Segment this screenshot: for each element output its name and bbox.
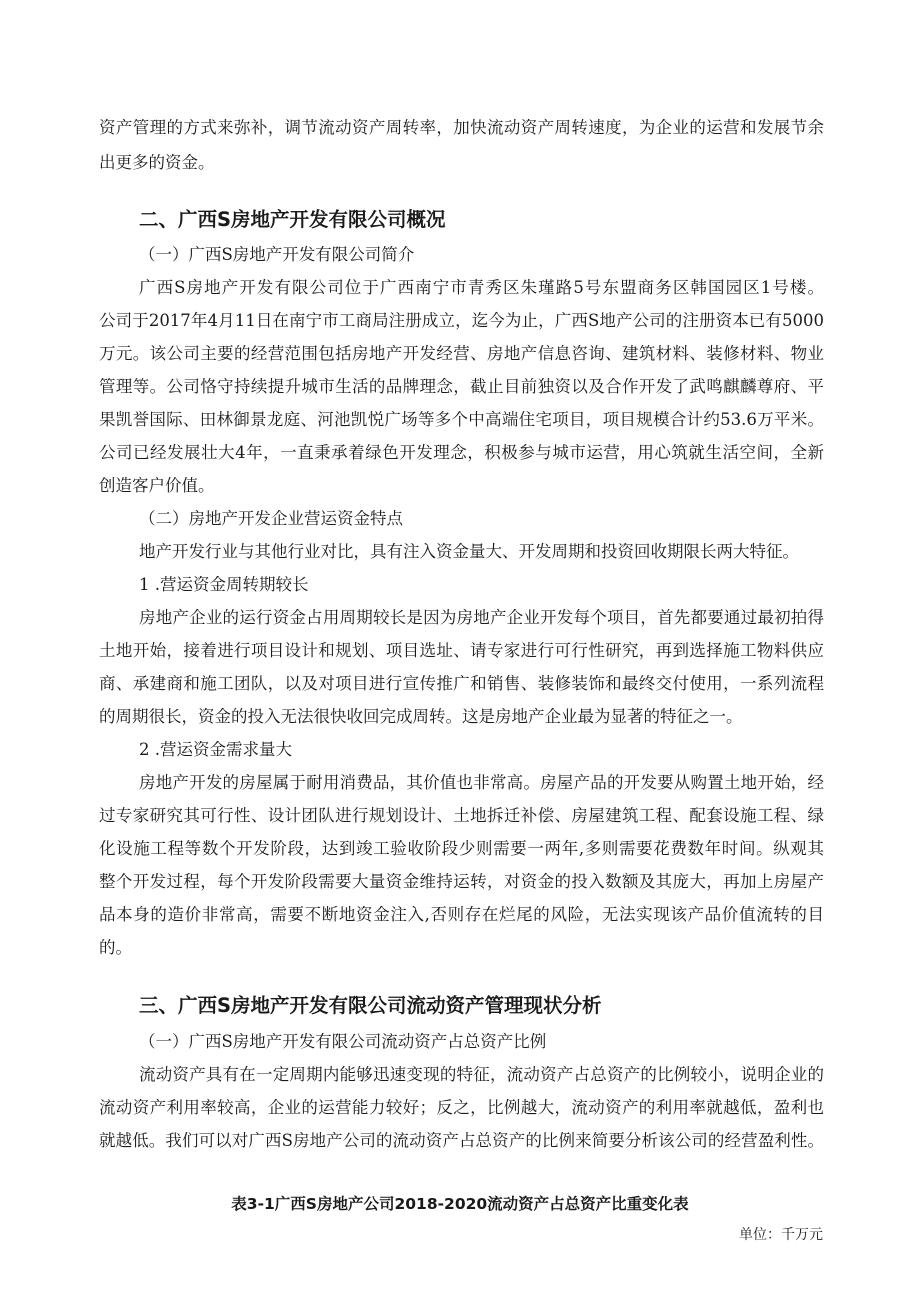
- paragraph-line: 公司已经发展壮大4年，一直秉承着绿色开发理念，积极参与城市运营，用心筑就生活空间，全新: [99, 443, 824, 462]
- paragraph-line: 房地产企业的运行资金占用周期较长是因为房地产企业开发每个项目，首先都要通过最初拍得: [139, 608, 824, 627]
- paragraph-line: 广西S房地产开发有限公司位于广西南宁市青秀区朱瑾路5号东盟商务区韩国园区1号楼。: [139, 278, 824, 297]
- point-heading: 2 .营运资金需求量大: [139, 740, 292, 759]
- paragraph-line: 化设施工程等数个开发阶段，达到竣工验收阶段少则需要一两年,多则需要花费数年时间。纵观其: [99, 839, 824, 858]
- paragraph-line: 万元。该公司主要的经营范围包括房地产开发经营、房地产信息咨询、建筑材料、装修材料、物业: [99, 344, 824, 363]
- section-heading: 二、广西S房地产开发有限公司概况: [139, 208, 446, 231]
- table-caption: 表3-1广西S房地产公司2018-2020流动资产占总资产比重变化表: [231, 1195, 689, 1213]
- paragraph-line: 地产开发行业与其他行业对比，具有注入资金量大、开发周期和投资回收期限长两大特征。: [139, 542, 799, 561]
- subsection-heading: （一）广西S房地产开发有限公司流动资产占总资产比例: [139, 1032, 547, 1051]
- paragraph-line: 土地开始，接着进行项目设计和规划、项目选址、请专家进行可行性研究，再到选择施工物料供应: [99, 641, 824, 660]
- paragraph-line: 出更多的资金。: [99, 153, 215, 172]
- paragraph-line: 创造客户价值。: [99, 476, 215, 495]
- paragraph-line: 资产管理的方式来弥补，调节流动资产周转率，加快流动资产周转速度，为企业的运营和发展节余: [99, 118, 824, 137]
- paragraph-line: 商、承建商和施工团队，以及对项目进行宣传推广和销售、装修装饰和最终交付使用，一系列流程: [99, 674, 824, 693]
- paragraph-line: 整个开发过程，每个开发阶段需要大量资金维持运转，对资金的投入数额及其庞大，再加上房屋产: [99, 872, 824, 891]
- paragraph-line: 果凯誉国际、田林御景龙庭、河池凯悦广场等多个中高端住宅项目，项目规模合计约53.6万平米。: [99, 410, 824, 429]
- paragraph-line: 的。: [99, 938, 132, 957]
- paragraph-line: 品本身的造价非常高，需要不断地资金注入,否则存在烂尾的风险，无法实现该产品价值流转的目: [99, 905, 824, 924]
- paragraph-line: 流动资产利用率较高，企业的运营能力较好；反之，比例越大，流动资产的利用率就越低，盈利也: [99, 1098, 824, 1117]
- paragraph-line: 的周期很长，资金的投入无法很快收回完成周转。这是房地产企业最为显著的特征之一。: [99, 707, 743, 726]
- paragraph-line: 流动资产具有在一定周期内能够迅速变现的特征，流动资产占总资产的比例较小，说明企业的: [139, 1065, 824, 1084]
- subsection-heading: （二）房地产开发企业营运资金特点: [139, 509, 403, 528]
- paragraph-line: 房地产开发的房屋属于耐用消费品，其价值也非常高。房屋产品的开发要从购置土地开始，经: [139, 773, 824, 792]
- paragraph-line: 就越低。我们可以对广西S房地产公司的流动资产占总资产的比例来简要分析该公司的经营盈利性。: [99, 1131, 824, 1150]
- paragraph-line: 过专家研究其可行性、设计团队进行规划设计、土地拆迁补偿、房屋建筑工程、配套设施工程、绿: [99, 806, 824, 825]
- table-unit: 单位：千万元: [739, 1227, 823, 1243]
- point-heading: 1 .营运资金周转期较长: [139, 575, 309, 594]
- section-heading: 三、广西S房地产开发有限公司流动资产管理现状分析: [139, 994, 602, 1017]
- subsection-heading: （一）广西S房地产开发有限公司简介: [139, 245, 415, 264]
- paragraph-line: 公司于2017年4月11日在南宁市工商局注册成立，迄今为止，广西S地产公司的注册资本已有5000: [99, 311, 824, 330]
- paragraph-line: 管理等。公司恪守持续提升城市生活的品牌理念，截止目前独资以及合作开发了武鸣麒麟尊府、平: [99, 377, 824, 396]
